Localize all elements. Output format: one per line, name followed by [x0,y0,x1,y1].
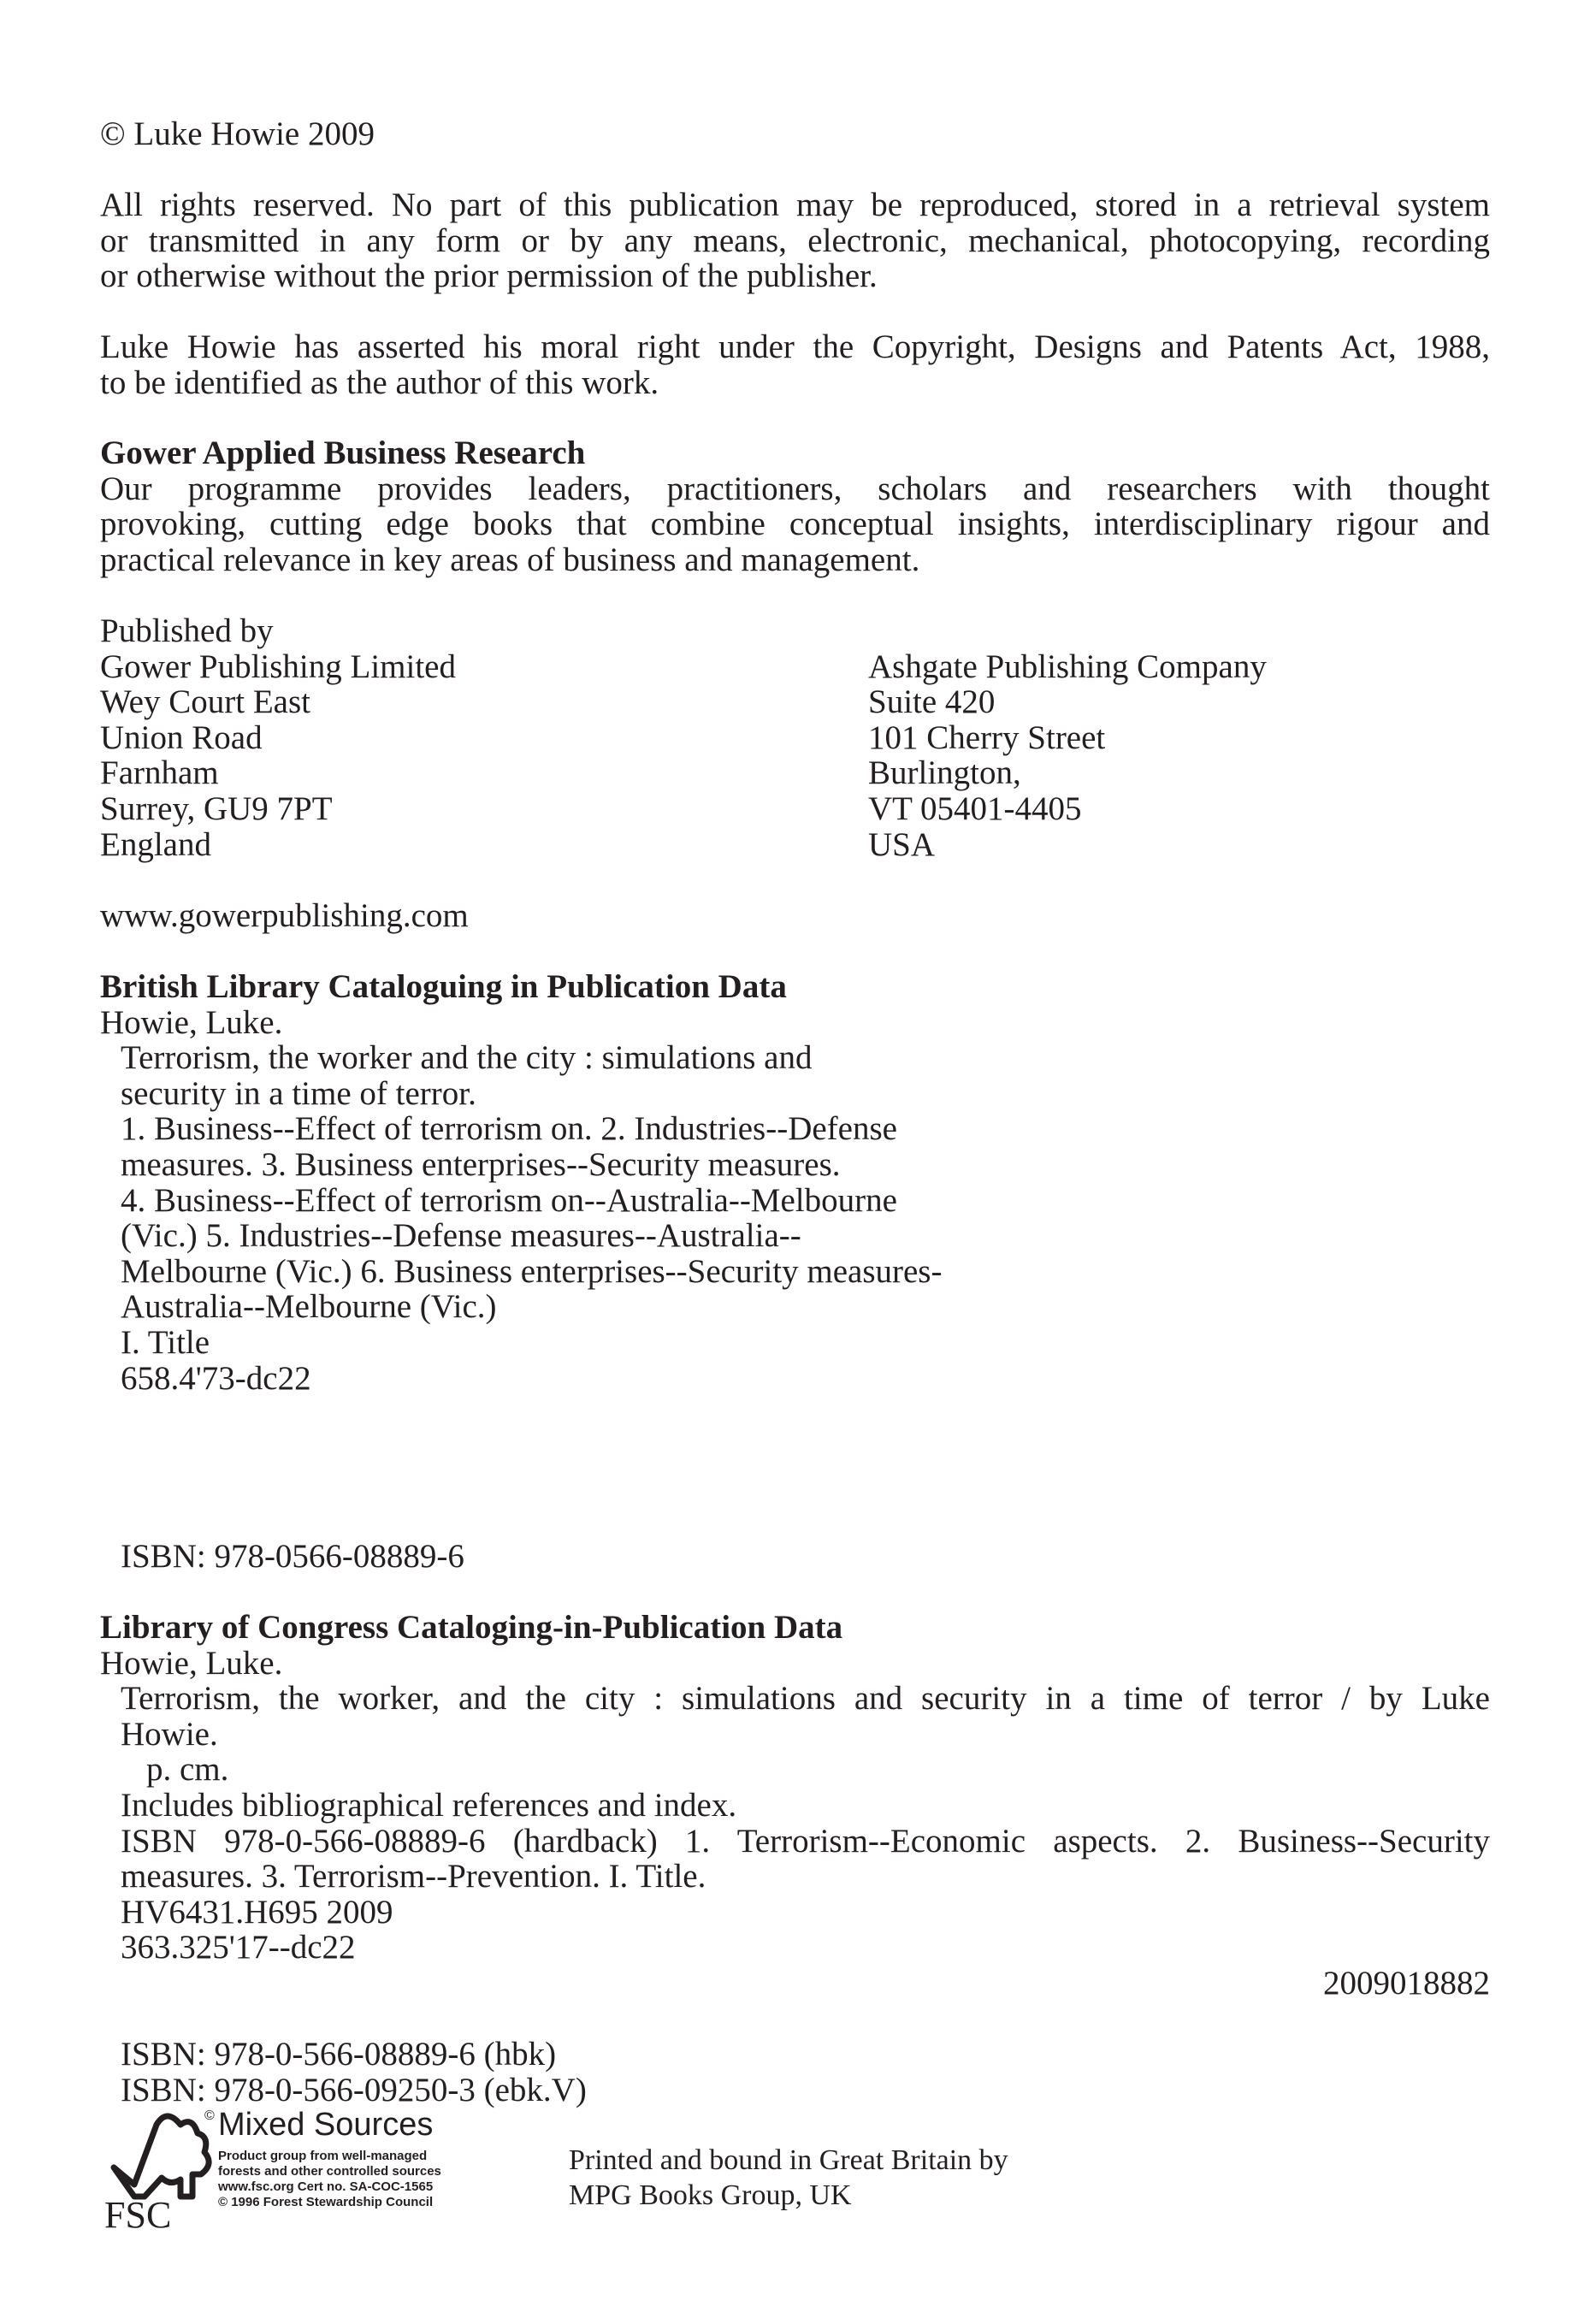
fsc-text [218,2108,441,2210]
bl-line: 4. Business--Effect of terrorism on--Australia--Melbourne [121,1181,897,1219]
british-library-section [100,969,1490,1396]
moral-rights-paragraph [100,329,1490,400]
printed-line-1: Printed and bound in Great Britain by [569,2144,1008,2176]
loc-author: Howie, Luke. [100,1644,283,1682]
isbn-ebk: ISBN: 978-0-566-09250-3 (ebk.V) [121,2071,587,2108]
bl-line: (Vic.) 5. Industries--Defense measures--Australia-- [121,1217,801,1255]
address-line: Suite 420 [868,683,996,721]
published-by-label: Published by [100,612,274,649]
publisher-address-left [100,649,456,863]
address-line: Surrey, GU9 7PT [100,789,333,827]
rights-line-1: All rights reserved. No part of this publication may be reproduced, stored in a retrieval system [100,186,1490,223]
address-line: VT 05401-4405 [868,789,1082,827]
loc-line: 363.325'17--dc22 [121,1929,356,1966]
publisher-section [100,613,1490,870]
loc-isbns [100,2037,1490,2108]
loc-line: Terrorism, the worker, and the city : simulations and security in a time of terror / by Luke [121,1680,1490,1718]
fsc-mark: FSC [104,2194,172,2231]
fsc-title: Mixed Sources [218,2107,434,2143]
fsc-small-line: Product group from well-managed [218,2149,428,2163]
website-url: www.gowerpublishing.com [100,897,469,934]
fsc-small-line: © 1996 Forest Stewardship Council [218,2195,434,2209]
copyright-text: © Luke Howie 2009 [100,115,375,152]
bl-line: Australia--Melbourne (Vic.) [121,1288,497,1326]
rights-line-3: or otherwise without the prior permission of the publisher. [100,257,878,295]
fsc-small-line: www.fsc.org Cert no. SA-COC-1565 [218,2179,434,2194]
fsc-small-line: forests and other controlled sources [218,2164,441,2179]
loc-line: Includes bibliographical references and index. [121,1786,737,1824]
bl-isbn [100,1539,1490,1575]
publisher-address-right [868,649,1267,863]
bl-author: Howie, Luke. [100,1003,283,1041]
loc-control-number [100,1966,1490,2002]
bl-line: measures. 3. Business enterprises--Security measures. [121,1145,841,1183]
loc-line: ISBN 978-0-566-08889-6 (hardback) 1. Terrorism--Economic aspects. 2. Business--Security [121,1822,1490,1860]
copyright-line [100,116,1490,152]
bl-line: Terrorism, the worker and the city : simulations and [121,1039,813,1077]
address-line: 101 Cherry Street [868,718,1106,756]
loc-heading: Library of Congress Cataloging-in-Publication Data [100,1609,843,1646]
gower-heading: Gower Applied Business Research [100,435,586,471]
loc-line: HV6431.H695 2009 [121,1893,393,1931]
printed-line-2: MPG Books Group, UK [569,2179,852,2211]
fsc-tree-logo [100,2102,228,2231]
bl-isbn-text: ISBN: 978-0566-08889-6 [121,1538,464,1575]
loc-line: measures. 3. Terrorism--Prevention. I. Title. [121,1858,706,1895]
gower-line-3: practical relevance in key areas of business and management. [100,541,920,578]
bl-line: security in a time of terror. [121,1074,476,1112]
moral-line-1: Luke Howie has asserted his moral right under the Copyright, Designs and Patents Act, 1988, [100,328,1490,365]
bl-line: I. Title [121,1323,210,1361]
address-line: USA [868,825,936,863]
rights-line-2: or transmitted in any form or by any means, electronic, mechanical, photocopying, recording [100,222,1490,259]
rights-paragraph [100,187,1490,294]
gower-section [100,435,1490,577]
bl-line: 1. Business--Effect of terrorism on. 2. Industries--Defense [121,1110,897,1148]
british-library-heading: British Library Cataloguing in Publication Data [100,968,787,1005]
address-line: Union Road [100,718,263,756]
address-line: Wey Court East [100,683,310,721]
library-of-congress-section [100,1610,1490,1966]
website [100,898,1490,934]
control-number: 2009018882 [1323,1965,1490,2002]
moral-line-2: to be identified as the author of this work. [100,364,659,401]
gower-line-1: Our programme provides leaders, practitioners, scholars and researchers with thought [100,470,1490,507]
isbn-hbk: ISBN: 978-0-566-08889-6 (hbk) [121,2036,557,2073]
address-line: Gower Publishing Limited [100,648,456,685]
printer-info [569,2143,1008,2213]
fsc-registered: © [204,2108,215,2123]
address-line: Farnham [100,754,219,792]
address-line: England [100,825,211,863]
bl-line: Melbourne (Vic.) 6. Business enterprises--Security measures- [121,1252,943,1290]
address-line: Ashgate Publishing Company [868,648,1267,685]
gower-line-2: provoking, cutting edge books that combine conceptual insights, interdisciplinary rigour and [100,506,1490,543]
fsc-certification [100,2102,545,2239]
loc-line: Howie. [121,1715,218,1753]
bl-line: 658.4'73-dc22 [121,1359,311,1397]
loc-line: p. cm. [146,1751,229,1789]
address-line: Burlington, [868,754,1021,792]
